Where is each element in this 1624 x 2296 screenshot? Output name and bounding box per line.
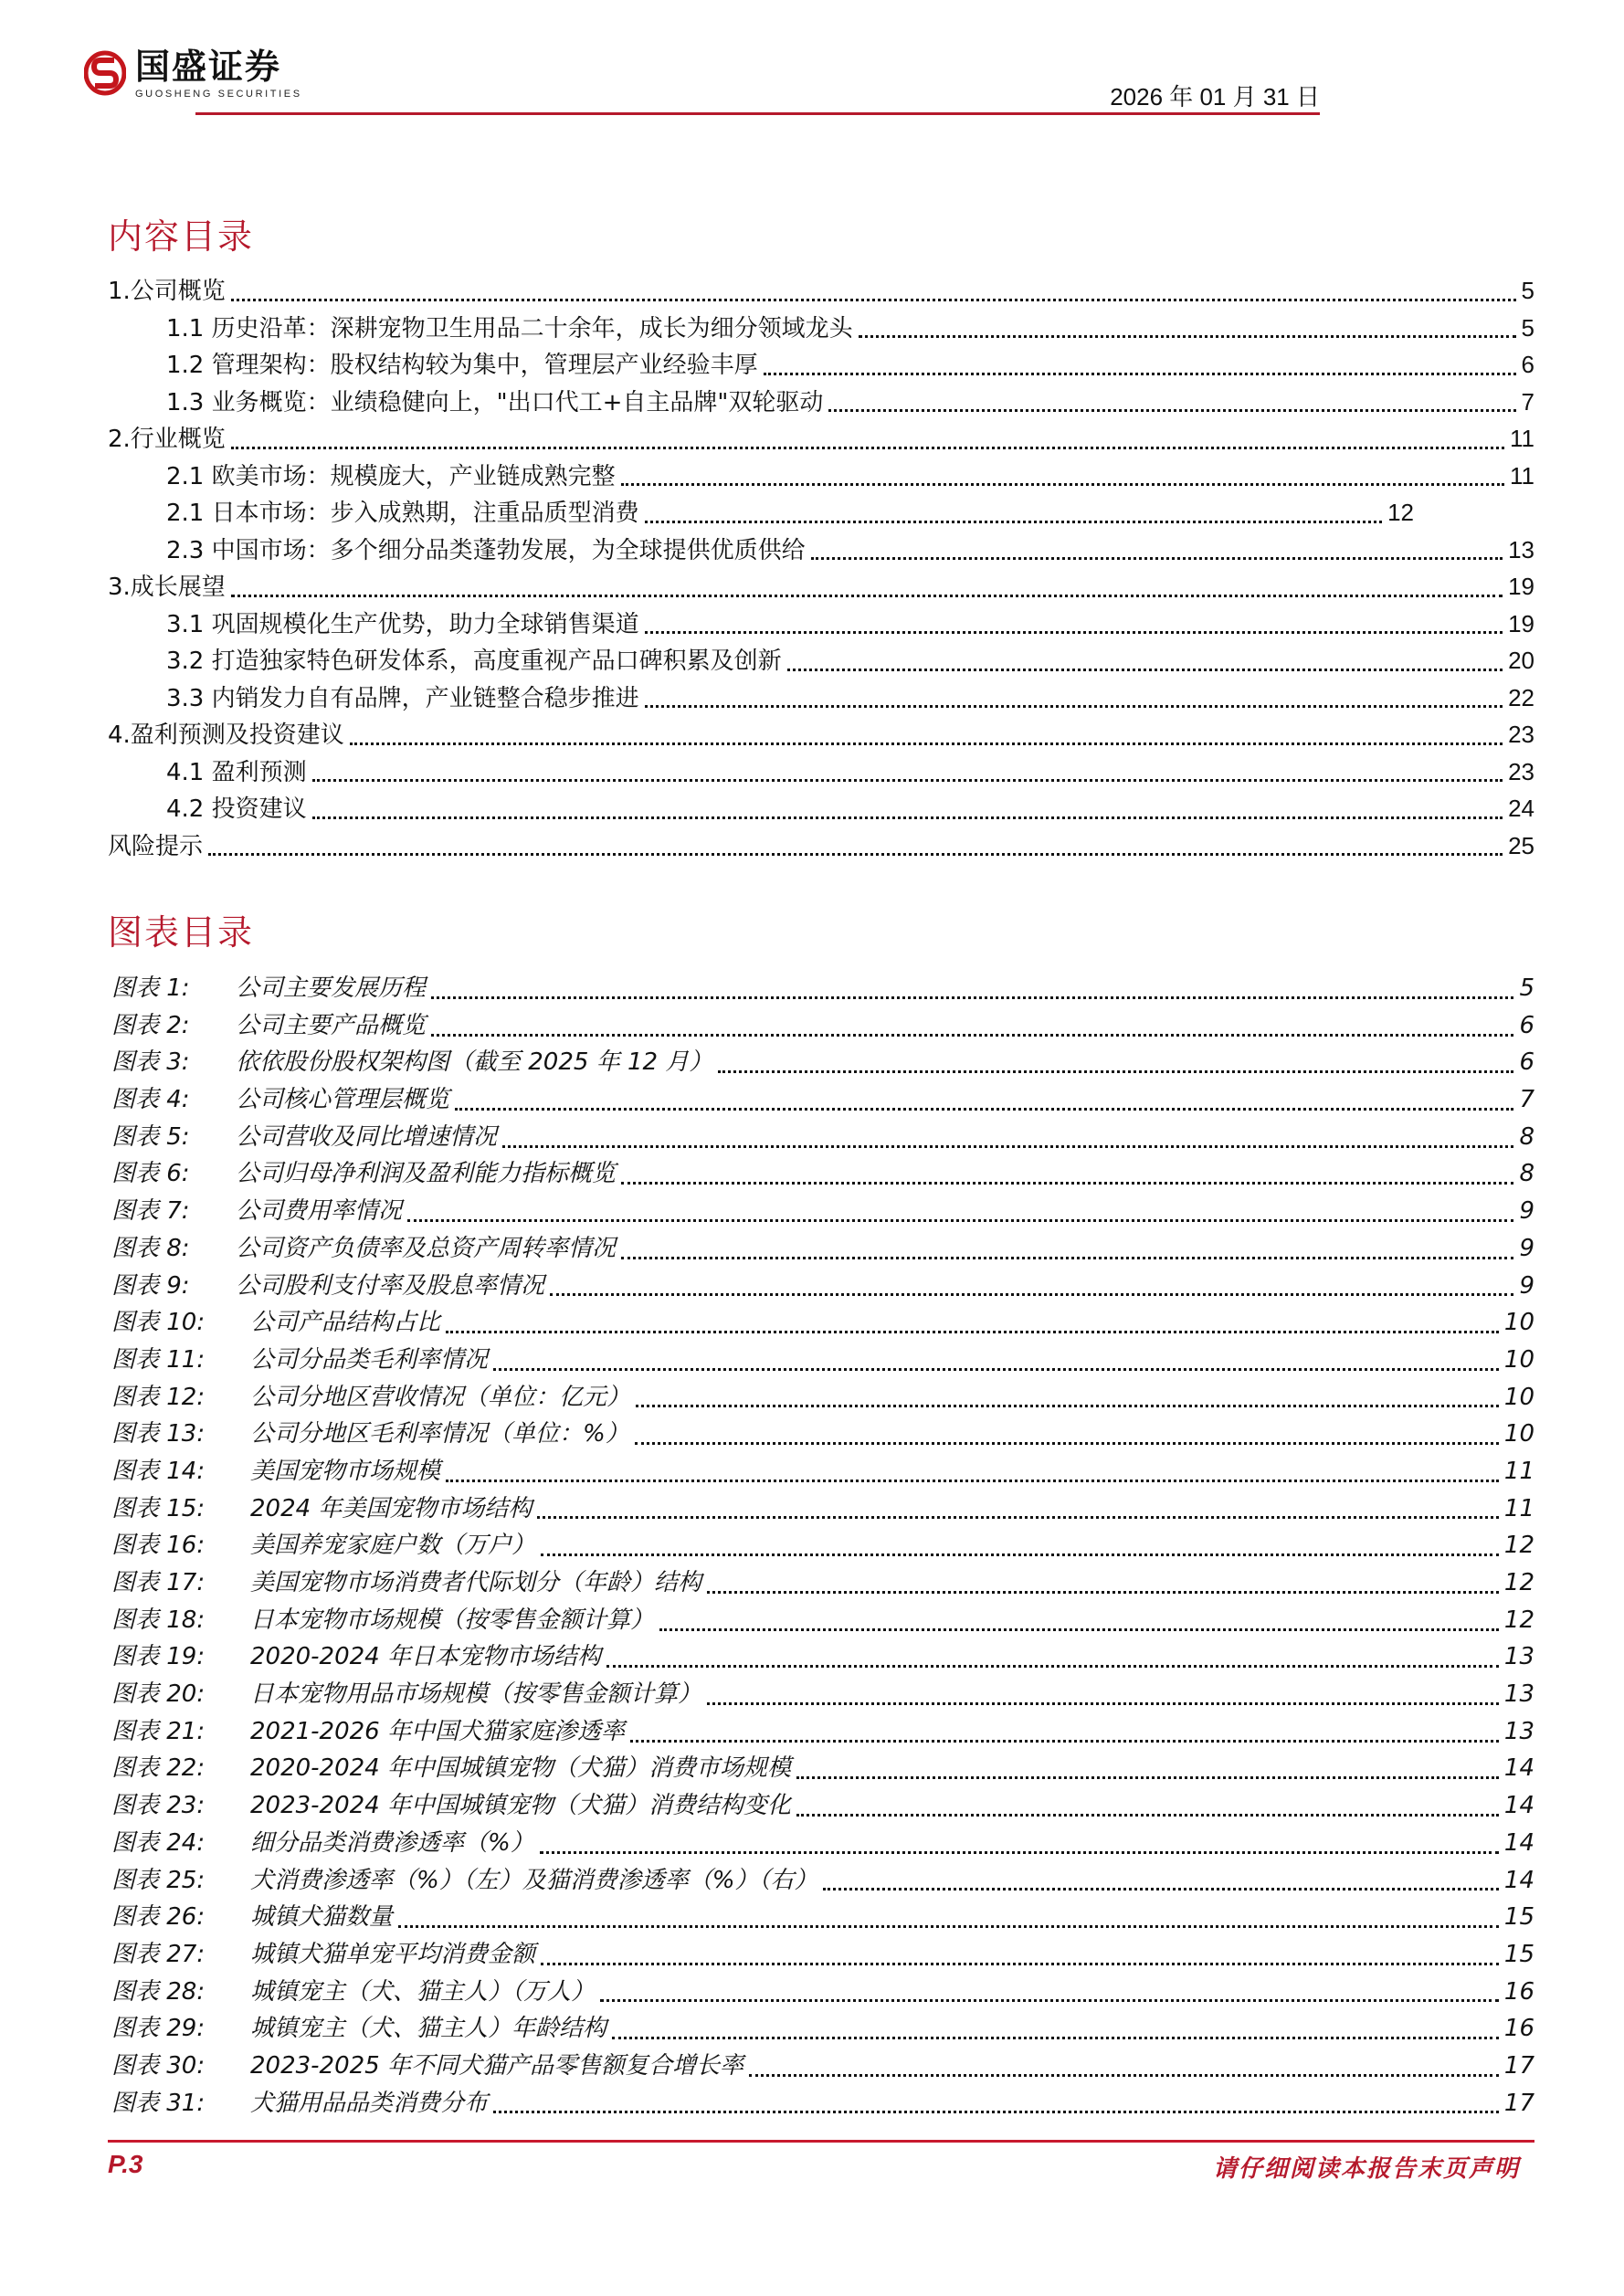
toc-entry-label: 2.1 日本市场：步入成熟期，注重品质型消费	[166, 500, 639, 527]
figure-page: 15	[1503, 1903, 1534, 1932]
toc-entry-page: 25	[1508, 831, 1534, 859]
dot-leader	[796, 1814, 1499, 1817]
figure-page: 16	[1503, 2015, 1534, 2043]
figure-title: 公司分品类毛利率情况	[250, 1345, 489, 1374]
figure-number: 图表 24:	[111, 1828, 206, 1857]
figure-entry[interactable]	[111, 970, 1534, 1007]
toc-entry-label: 2.3 中国市场：多个细分品类蓬勃发展，为全球提供优质供给	[166, 536, 806, 564]
dot-leader	[749, 2074, 1499, 2077]
figure-page: 12	[1503, 1606, 1534, 1634]
toc-entry-label: 4.1 盈利预测	[166, 758, 307, 786]
figure-entry[interactable]	[111, 1713, 1534, 1751]
figure-entry[interactable]	[111, 1602, 1534, 1639]
figure-title: 公司分地区营收情况（单位：亿元）	[250, 1383, 631, 1411]
toc-entry[interactable]	[108, 716, 1534, 753]
toc-entry[interactable]	[108, 790, 1534, 827]
dot-leader	[787, 669, 1503, 671]
figure-number: 图表 3:	[111, 1048, 190, 1077]
figure-entry[interactable]	[111, 1268, 1534, 1305]
figure-title: 公司营收及同比增速情况	[236, 1122, 498, 1151]
dot-leader	[659, 1628, 1499, 1631]
dot-leader	[431, 996, 1513, 999]
dot-leader	[859, 335, 1516, 338]
figure-number: 图表 28:	[111, 1977, 206, 2006]
dot-leader	[707, 1591, 1499, 1594]
toc-entry[interactable]	[108, 458, 1534, 495]
figure-page: 9	[1519, 1271, 1534, 1300]
toc-entry[interactable]	[108, 827, 1534, 865]
figure-title: 城镇宠主（犬、猫主人）年龄结构	[250, 2015, 607, 2043]
toc-entry[interactable]	[108, 272, 1534, 310]
dot-leader	[431, 1034, 1513, 1037]
figure-entry[interactable]	[111, 1342, 1534, 1379]
figure-entry[interactable]	[111, 1490, 1534, 1528]
figure-title: 公司主要产品概览	[236, 1011, 427, 1039]
figure-number: 图表 6:	[111, 1160, 190, 1188]
page-header	[0, 0, 1624, 119]
toc-entry-label: 2.行业概览	[108, 426, 226, 453]
dot-leader	[828, 409, 1515, 412]
toc-entry-label: 1.2 管理架构：股权结构较为集中，管理层产业经验丰厚	[166, 352, 758, 379]
figure-entry[interactable]	[111, 1155, 1534, 1193]
figure-page: 14	[1503, 1792, 1534, 1820]
figure-number: 图表 27:	[111, 1940, 206, 1968]
figure-number: 图表 4:	[111, 1086, 190, 1114]
figure-number: 图表 25:	[111, 1866, 206, 1894]
toc-entry-label: 3.2 打造独家特色研发体系，高度重视产品口碑积累及创新	[166, 648, 782, 675]
figure-title: 细分品类消费渗透率（%）	[250, 1828, 534, 1857]
toc-entry-page: 20	[1508, 647, 1534, 674]
toc-entry-page: 23	[1508, 721, 1534, 748]
toc-entry-page: 11	[1510, 425, 1534, 452]
figure-title: 美国养宠家庭户数（万户）	[250, 1532, 536, 1560]
toc-entry[interactable]	[108, 420, 1534, 458]
figure-page: 8	[1519, 1160, 1534, 1188]
toc-entry-label: 3.1 巩固规模化生产优势，助力全球销售渠道	[166, 610, 639, 638]
figure-number: 图表 17:	[111, 1569, 206, 1596]
figure-list	[111, 970, 1534, 2122]
dot-leader	[645, 521, 1382, 523]
dot-leader	[811, 557, 1503, 560]
figure-number: 图表 23:	[111, 1792, 206, 1820]
figure-entry[interactable]	[111, 1862, 1534, 1900]
figure-page: 10	[1503, 1383, 1534, 1411]
table-of-contents	[108, 272, 1534, 864]
toc-entry-label: 4.盈利预测及投资建议	[108, 721, 344, 749]
toc-entry[interactable]	[108, 310, 1534, 347]
figure-entry[interactable]	[111, 1304, 1534, 1342]
footer-divider	[108, 2140, 1534, 2143]
figure-title: 2020-2024 年中国城镇宠物（犬猫）消费市场规模	[250, 1754, 791, 1783]
dot-leader	[502, 1145, 1513, 1148]
figure-number: 图表 8:	[111, 1234, 190, 1262]
toc-entry-page: 12	[1387, 499, 1414, 526]
figure-number: 图表 21:	[111, 1717, 206, 1745]
dot-leader	[707, 1702, 1499, 1705]
dot-leader	[446, 1480, 1499, 1482]
toc-entry-label: 1.3 业务概览：业绩稳健向上，"出口代工+自主品牌"双轮驱动	[166, 388, 824, 416]
toc-entry[interactable]	[108, 494, 1534, 532]
toc-entry[interactable]	[108, 642, 1534, 679]
dot-leader	[493, 2111, 1499, 2113]
dot-leader	[630, 1740, 1499, 1743]
figure-number: 图表 9:	[111, 1271, 190, 1300]
toc-entry[interactable]	[108, 606, 1534, 643]
figure-page: 8	[1519, 1122, 1534, 1151]
figure-page: 13	[1503, 1717, 1534, 1745]
figure-page: 15	[1503, 1940, 1534, 1968]
disclaimer-note: 请仔细阅读本报告末页声明	[1212, 2155, 1520, 2183]
figure-title: 公司主要发展历程	[236, 974, 427, 1002]
figure-page: 12	[1503, 1532, 1534, 1560]
figure-page: 11	[1503, 1457, 1534, 1485]
figure-entry[interactable]	[111, 2085, 1534, 2122]
toc-entry-page: 5	[1521, 277, 1534, 304]
toc-entry-label: 1.公司概览	[108, 278, 226, 305]
toc-entry-label: 3.成长展望	[108, 574, 226, 601]
dot-leader	[541, 1963, 1499, 1965]
toc-entry-page: 13	[1508, 535, 1534, 563]
figure-number: 图表 29:	[111, 2015, 206, 2043]
figure-number: 图表 22:	[111, 1754, 206, 1783]
dot-leader	[541, 1553, 1499, 1556]
dot-leader	[612, 2037, 1499, 2039]
figure-page: 17	[1503, 2089, 1534, 2117]
dot-leader	[621, 1182, 1513, 1185]
figure-title: 犬消费渗透率（%）（左）及猫消费渗透率（%）（右）	[250, 1866, 818, 1894]
toc-entry[interactable]	[108, 568, 1534, 606]
dot-leader	[350, 743, 1503, 745]
figure-number: 图表 15:	[111, 1494, 206, 1522]
figure-entry[interactable]	[111, 1453, 1534, 1490]
figure-number: 图表 18:	[111, 1606, 206, 1634]
figure-entry[interactable]	[111, 1936, 1534, 1974]
brand-name-en: GUOSHENG SECURITIES	[135, 89, 302, 100]
figure-entry[interactable]	[111, 1638, 1534, 1676]
figure-page: 9	[1519, 1197, 1534, 1226]
toc-title: 内容目录	[108, 216, 255, 257]
figure-title: 公司核心管理层概览	[236, 1086, 450, 1114]
dot-leader	[606, 1665, 1499, 1668]
figure-page: 9	[1519, 1234, 1534, 1262]
toc-entry-label: 4.2 投资建议	[166, 795, 307, 823]
figure-entry[interactable]	[111, 1044, 1534, 1081]
figure-entry[interactable]	[111, 1081, 1534, 1119]
report-date: 2026 年 01 月 31 日	[1110, 83, 1320, 111]
figure-page: 14	[1503, 1754, 1534, 1783]
figure-title: 城镇犬猫单宠平均消费金额	[250, 1940, 536, 1968]
figure-entry[interactable]	[111, 1230, 1534, 1268]
figure-page: 17	[1503, 2051, 1534, 2080]
dot-leader	[493, 1368, 1499, 1371]
dot-leader	[645, 631, 1503, 634]
figure-title: 公司股利支付率及股息率情况	[236, 1271, 545, 1300]
toc-entry-label: 1.1 历史沿革：深耕宠物卫生用品二十余年，成长为细分领域龙头	[166, 314, 853, 342]
guosheng-logo-icon	[84, 38, 126, 108]
figure-entry[interactable]	[111, 1416, 1534, 1453]
dot-leader	[621, 483, 1504, 486]
dot-leader	[537, 1516, 1498, 1519]
figure-number: 图表 14:	[111, 1457, 206, 1485]
toc-entry-label: 风险提示	[108, 832, 204, 860]
figure-title: 公司归母净利润及盈利能力指标概览	[236, 1160, 617, 1188]
dot-leader	[231, 447, 1504, 449]
toc-entry-page: 24	[1508, 795, 1534, 822]
figure-title: 2023-2025 年不同犬猫产品零售额复合增长率	[250, 2051, 743, 2080]
figure-title: 城镇犬猫数量	[250, 1903, 394, 1932]
figure-page: 10	[1503, 1309, 1534, 1337]
dot-leader	[540, 1851, 1499, 1854]
figure-page: 6	[1519, 1011, 1534, 1039]
dot-leader	[635, 1442, 1499, 1445]
dot-leader	[550, 1293, 1513, 1296]
toc-entry[interactable]	[108, 753, 1534, 791]
dot-leader	[231, 595, 1503, 597]
figure-title: 依依股份股权架构图（截至 2025 年 12 月）	[236, 1048, 713, 1077]
dot-leader	[636, 1405, 1499, 1407]
figure-number: 图表 12:	[111, 1383, 206, 1411]
dot-leader	[312, 816, 1503, 819]
toc-entry-label: 3.3 内销发力自有品牌，产业链整合稳步推进	[166, 684, 639, 712]
toc-entry-page: 5	[1521, 313, 1534, 342]
figure-page: 14	[1503, 1828, 1534, 1857]
figure-list-title: 图表目录	[108, 912, 255, 953]
figure-number: 图表 16:	[111, 1532, 206, 1560]
figure-entry[interactable]	[111, 1787, 1534, 1825]
figure-number: 图表 1:	[111, 974, 190, 1002]
figure-page: 10	[1503, 1420, 1534, 1448]
toc-entry-page: 23	[1508, 757, 1534, 785]
figure-number: 图表 30:	[111, 2051, 206, 2080]
figure-entry[interactable]	[111, 2048, 1534, 2085]
figure-number: 图表 7:	[111, 1197, 190, 1226]
company-logo	[84, 38, 302, 108]
figure-title: 2020-2024 年日本宠物市场结构	[250, 1643, 601, 1671]
toc-entry[interactable]	[108, 346, 1534, 384]
figure-title: 日本宠物市场规模（按零售金额计算）	[250, 1606, 655, 1634]
figure-entry[interactable]	[111, 1193, 1534, 1230]
toc-entry-label: 2.1 欧美市场：规模庞大，产业链成熟完整	[166, 462, 616, 490]
toc-entry[interactable]	[108, 679, 1534, 717]
figure-title: 美国宠物市场消费者代际划分（年龄）结构	[250, 1569, 702, 1596]
figure-page: 13	[1503, 1680, 1534, 1709]
figure-page: 12	[1503, 1569, 1534, 1596]
dot-leader	[600, 1999, 1499, 2002]
toc-entry-page: 6	[1521, 351, 1534, 378]
dot-leader	[407, 1219, 1513, 1222]
figure-entry[interactable]	[111, 1564, 1534, 1602]
figure-entry[interactable]	[111, 1750, 1534, 1787]
figure-title: 2021-2026 年中国犬猫家庭渗透率	[250, 1717, 625, 1745]
dot-leader	[208, 853, 1503, 856]
figure-number: 图表 2:	[111, 1011, 190, 1039]
dot-leader	[312, 779, 1503, 782]
dot-leader	[398, 1925, 1499, 1928]
dot-leader	[645, 705, 1503, 708]
figure-number: 图表 5:	[111, 1122, 190, 1151]
figure-title: 犬猫用品品类消费分布	[250, 2089, 489, 2117]
figure-title: 2024 年美国宠物市场结构	[250, 1494, 533, 1522]
figure-entry[interactable]	[111, 1974, 1534, 2011]
dot-leader	[455, 1108, 1513, 1111]
brand-name-cn: 国盛证券	[135, 47, 282, 87]
page-number: P.3	[108, 2150, 143, 2178]
figure-title: 2023-2024 年中国城镇宠物（犬猫）消费结构变化	[250, 1792, 791, 1820]
toc-entry[interactable]	[108, 532, 1534, 569]
figure-page: 5	[1519, 974, 1534, 1002]
figure-page: 16	[1503, 1977, 1534, 2006]
dot-leader	[823, 1888, 1498, 1891]
figure-title: 城镇宠主（犬、猫主人）（万人）	[250, 1977, 596, 2006]
header-divider	[195, 112, 1320, 115]
toc-entry-page: 19	[1508, 573, 1534, 600]
figure-entry[interactable]	[111, 1007, 1534, 1045]
figure-number: 图表 26:	[111, 1903, 206, 1932]
dot-leader	[764, 373, 1516, 375]
figure-page: 7	[1519, 1086, 1534, 1114]
figure-title: 美国宠物市场规模	[250, 1457, 441, 1485]
figure-title: 公司费用率情况	[236, 1197, 403, 1226]
dot-leader	[621, 1257, 1513, 1259]
figure-title: 公司分地区毛利率情况（单位：%）	[250, 1420, 629, 1448]
dot-leader	[446, 1331, 1499, 1333]
toc-entry-page: 22	[1508, 683, 1534, 711]
figure-number: 图表 10:	[111, 1309, 206, 1337]
toc-entry[interactable]	[108, 384, 1534, 421]
figure-page: 10	[1503, 1345, 1534, 1374]
figure-number: 图表 11:	[111, 1345, 206, 1374]
dot-leader	[796, 1776, 1499, 1779]
figure-entry[interactable]	[111, 1676, 1534, 1713]
figure-title: 公司资产负债率及总资产周转率情况	[236, 1234, 617, 1262]
figure-number: 图表 31:	[111, 2089, 206, 2117]
toc-entry-page: 19	[1508, 609, 1534, 637]
figure-entry[interactable]	[111, 1527, 1534, 1564]
figure-entry[interactable]	[111, 1825, 1534, 1862]
toc-entry-page: 7	[1521, 387, 1534, 416]
toc-entry-page: 11	[1510, 461, 1534, 490]
dot-leader	[231, 299, 1516, 301]
figure-entry[interactable]	[111, 1899, 1534, 1936]
figure-number: 图表 20:	[111, 1680, 206, 1709]
figure-title: 公司产品结构占比	[250, 1309, 441, 1337]
figure-page: 13	[1503, 1643, 1534, 1671]
figure-title: 日本宠物用品市场规模（按零售金额计算）	[250, 1680, 702, 1709]
figure-entry[interactable]	[111, 2010, 1534, 2048]
dot-leader	[718, 1070, 1513, 1073]
figure-entry[interactable]	[111, 1379, 1534, 1417]
figure-number: 图表 19:	[111, 1643, 206, 1671]
figure-page: 11	[1503, 1494, 1534, 1522]
figure-number: 图表 13:	[111, 1420, 206, 1448]
figure-page: 6	[1519, 1048, 1534, 1077]
figure-page: 14	[1503, 1866, 1534, 1894]
figure-entry[interactable]	[111, 1119, 1534, 1156]
